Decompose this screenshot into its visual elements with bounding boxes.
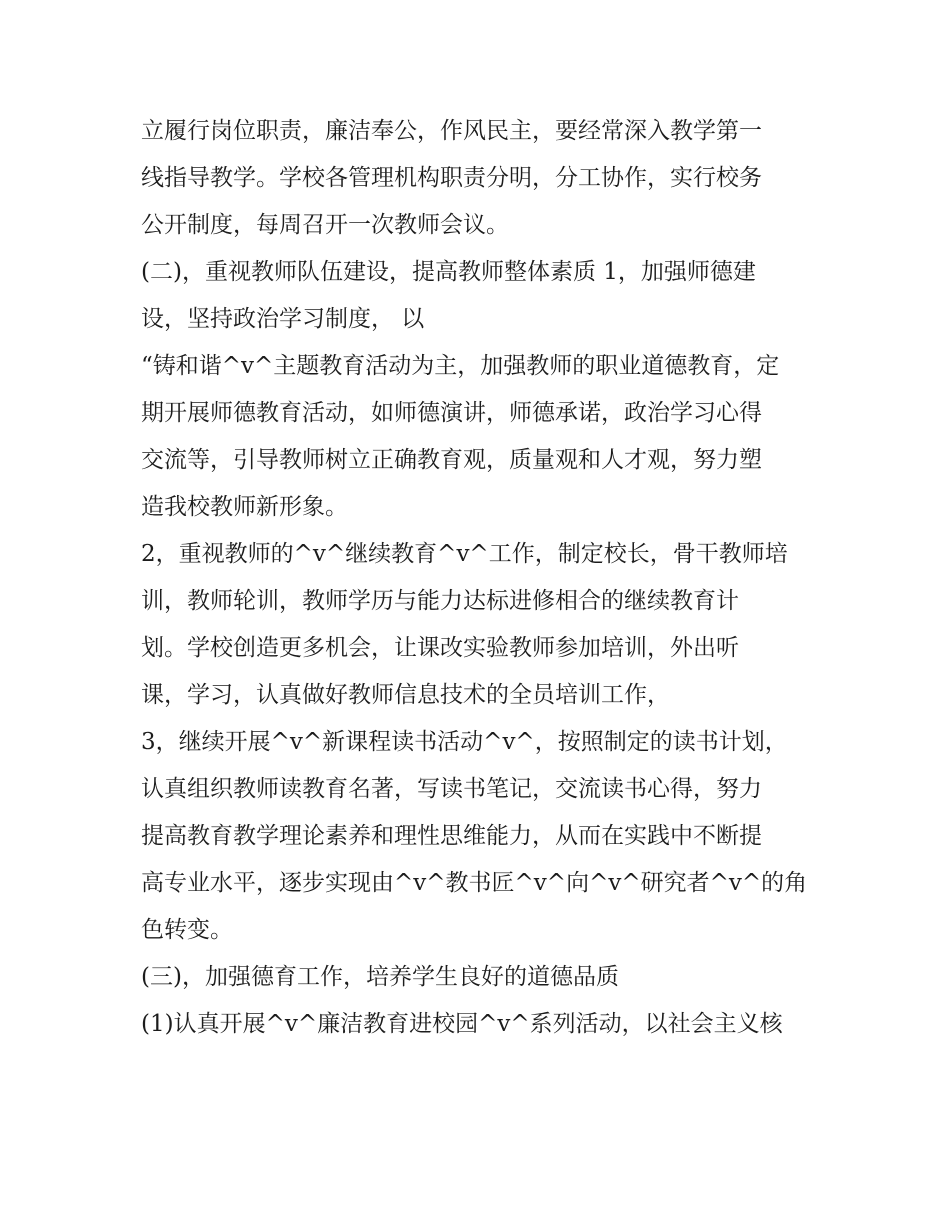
text-line: 2，重视教师的^v^继续教育^v^工作，制定校长，骨干教师培 — [141, 541, 788, 567]
text-line: 交流等，引导教师树立正确教育观，质量观和人才观，努力塑 — [141, 447, 762, 473]
text-line: 划。学校创造更多机会，让课改实验教师参加培训，外出听 — [141, 635, 739, 661]
text-line: 期开展师德教育活动，如师德演讲，师德承诺，政治学习心得 — [141, 400, 762, 426]
section-heading-line: (二)，重视教师队伍建设，提高教师整体素质 1，加强师德建 — [141, 259, 756, 285]
text-line: “铸和谐^v^主题教育活动为主，加强教师的职业道德教育，定 — [141, 353, 780, 379]
text-line: 训，教师轮训，教师学历与能力达标进修相合的继续教育计 — [141, 588, 739, 614]
text-line: 造我校教师新形象。 — [141, 494, 348, 520]
text-line: 立履行岗位职责，廉洁奉公，作风民主，要经常深入教学第一 — [141, 118, 762, 144]
text-line: 线指导教学。学校各管理机构职责分明，分工协作，实行校务 — [141, 165, 762, 191]
section-heading-line: (三)，加强德育工作，培养学生良好的道德品质 — [141, 964, 619, 990]
text-line: 课，学习，认真做好教师信息技术的全员培训工作， — [141, 682, 670, 708]
text-line: 认真组织教师读教育名著，写读书笔记，交流读书心得，努力 — [141, 776, 762, 802]
text-line: (1)认真开展^v^廉洁教育进校园^v^系列活动，以社会主义核 — [141, 1011, 783, 1037]
text-line: 提高教育教学理论素养和理性思维能力，从而在实践中不断提 — [141, 823, 762, 849]
text-line: 高专业水平，逐步实现由^v^教书匠^v^向^v^研究者^v^的角 — [141, 870, 808, 896]
text-line: 色转变。 — [141, 917, 233, 943]
document-body — [141, 108, 821, 1048]
text-line: 设，坚持政治学习制度， 以 — [141, 306, 425, 332]
text-line: 3，继续开展^v^新课程读书活动^v^，按照制定的读书计划， — [141, 729, 788, 755]
text-line: 公开制度，每周召开一次教师会议。 — [141, 212, 509, 238]
